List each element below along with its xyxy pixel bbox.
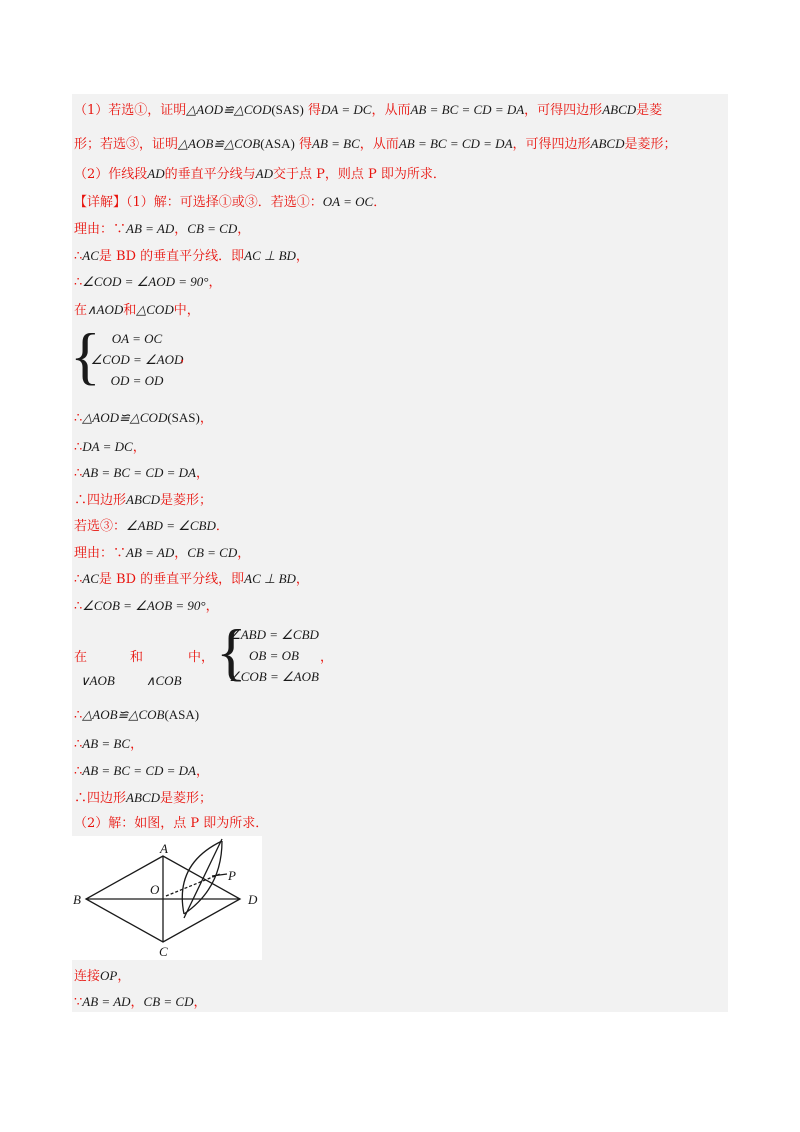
text: ． [215, 519, 229, 534]
text: 形；若选③，证明 [74, 137, 179, 152]
text: ，从而 [371, 103, 411, 118]
math: DA = DC [321, 102, 372, 117]
math: ABCD [602, 102, 637, 117]
text: 在 [74, 650, 88, 665]
label-o: O [150, 882, 160, 897]
text: ，可得四边形 [524, 103, 603, 118]
geometry-figure [72, 836, 262, 960]
text: ∴ [74, 708, 83, 723]
text: ， [205, 599, 219, 614]
math: ∧COB [146, 673, 182, 688]
math: AB = BC [312, 136, 360, 151]
system-1-tail [180, 350, 193, 366]
text: ∴ [74, 572, 83, 587]
text: ∴四边形 [74, 791, 127, 806]
text: ∴四边形 [74, 493, 127, 508]
solution-line-25 [74, 968, 130, 985]
text: 理由：∵ [74, 222, 127, 237]
math: CB = CD [143, 994, 194, 1009]
text: ，从而 [359, 137, 399, 152]
left-brace: { [70, 320, 101, 391]
math: DA = DC [82, 439, 133, 454]
solution-line-14 [74, 518, 229, 535]
text: ， [130, 995, 144, 1010]
math: AC ⊥ BD [244, 571, 296, 586]
solution-line-18m2 [146, 673, 182, 690]
math: AB = BC = CD = DA [410, 102, 525, 117]
text: 在 [74, 303, 88, 318]
math: OA = OC [322, 194, 374, 209]
text: 是 BD 的垂直平分线，即 [98, 572, 245, 587]
text: ， [208, 275, 222, 290]
text: ， [130, 737, 144, 752]
text: 若选③： [74, 519, 127, 534]
math: ABCD [126, 492, 160, 507]
solution-line-18a [74, 650, 87, 666]
solution-line-3 [74, 166, 446, 183]
text: （2）解：如图，点 P 即为所求． [74, 816, 269, 831]
solution-line-13 [74, 492, 212, 509]
solution-line-7 [74, 274, 222, 291]
equation: OD = OD [110, 373, 164, 388]
math: (SAS) [167, 410, 200, 425]
equation: ∠COB = ∠AOB [229, 669, 319, 684]
text: ， [320, 650, 334, 665]
text: 是菱形； [624, 137, 677, 152]
solution-line-12 [74, 465, 209, 482]
text: ， [199, 411, 213, 426]
text: 【详解】（1）解：可选择①或③．若选①： [74, 195, 323, 210]
math: (SAS) [271, 102, 304, 117]
math: △COD [136, 302, 174, 317]
math: (ASA) [164, 707, 200, 722]
solution-line-1 [74, 102, 662, 119]
solution-line-20 [74, 707, 199, 724]
system-2-tail [320, 650, 333, 666]
text: 连接 [74, 969, 101, 984]
text: ∴ [74, 411, 83, 426]
math: ∧AOD [87, 302, 124, 317]
math: AB = AD [126, 221, 175, 236]
text: ∴ [74, 275, 83, 290]
equation-system-2 [226, 624, 322, 687]
math: ∠ABD = ∠CBD [126, 518, 216, 533]
solution-line-18b [130, 650, 143, 666]
math: ∠COD = ∠AOD = 90° [82, 274, 209, 289]
solution-line-17 [74, 598, 219, 615]
label-d: D [248, 892, 258, 907]
text: 得 [299, 137, 313, 152]
text: ， [132, 440, 146, 455]
solution-line-26 [74, 994, 207, 1011]
math: △AOD≌△COD [186, 102, 272, 117]
text: ∵ [74, 995, 83, 1010]
math: AB = AD [82, 994, 131, 1009]
text: ，可得四边形 [512, 137, 591, 152]
rhombus-diagram [72, 836, 262, 960]
solution-line-21 [74, 736, 143, 753]
equation: ∠ABD = ∠CBD [229, 627, 319, 642]
math: AD [255, 166, 273, 181]
math: ∠COB = ∠AOB = 90° [82, 598, 206, 613]
text: ， [193, 995, 207, 1010]
solution-line-2 [74, 136, 677, 153]
math: ABCD [590, 136, 625, 151]
solution-line-18c [188, 650, 214, 666]
text: ， [195, 466, 209, 481]
math: AC [82, 248, 99, 263]
math: AD [147, 166, 165, 181]
math: ∨AOB [80, 673, 115, 688]
equation-system-1 [82, 328, 192, 391]
text: ， [295, 249, 309, 264]
math: ABCD [126, 790, 160, 805]
math: △AOD≌△COD [82, 410, 168, 425]
math: AB = BC [82, 736, 131, 751]
math: AB = AD [126, 545, 175, 560]
text: ， [174, 222, 188, 237]
text: ， [237, 222, 251, 237]
text: 中， [188, 650, 215, 665]
text: 是菱形； [159, 493, 212, 508]
text: 的垂直平分线与 [164, 167, 256, 182]
solution-line-6 [74, 248, 309, 265]
text: 和 [130, 650, 144, 665]
text: ∴ [74, 599, 83, 614]
text: ∴ [74, 466, 83, 481]
math: AB = BC = CD = DA [82, 465, 196, 480]
text: ， [295, 572, 309, 587]
math: CB = CD [187, 545, 238, 560]
perpendicular-bisector [184, 839, 222, 918]
solution-line-5 [74, 221, 250, 238]
solution-line-18m1 [80, 673, 115, 690]
text: 得 [308, 103, 322, 118]
text: ∴ [74, 764, 83, 779]
left-brace: { [216, 616, 247, 687]
solution-line-10 [74, 410, 213, 427]
equation: OA = OC [111, 331, 163, 346]
text: 中， [173, 303, 200, 318]
text: 是菱形； [159, 791, 212, 806]
text: 是菱 [636, 103, 663, 118]
text: 理由：∵ [74, 546, 127, 561]
math: AB = BC = CD = DA [82, 763, 196, 778]
text: ∴ [74, 737, 83, 752]
label-c: C [159, 944, 168, 959]
math: CB = CD [187, 221, 238, 236]
equation: ∠COD = ∠AOD [90, 352, 184, 367]
math: AC [82, 571, 99, 586]
label-a: A [160, 841, 168, 856]
equation: OB = OB [249, 648, 299, 663]
solution-line-24 [74, 816, 268, 832]
solution-line-16 [74, 571, 309, 588]
text: ， [174, 546, 188, 561]
text: ∴ [74, 249, 83, 264]
solution-line-15 [74, 545, 250, 562]
text: ， [117, 969, 131, 984]
math: △AOB≌△COB [178, 136, 261, 151]
text: （2）作线段 [74, 167, 148, 182]
label-b: B [73, 892, 81, 907]
math: △AOB≌△COB [82, 707, 165, 722]
solution-line-4 [74, 194, 386, 211]
text: ， [180, 350, 194, 365]
solution-line-11 [74, 439, 146, 456]
math: (ASA) [260, 136, 295, 151]
solution-line-23 [74, 790, 212, 807]
text: ． [373, 195, 387, 210]
text: 和 [123, 303, 137, 318]
text: 交于点 P，则点 P 即为所求． [272, 167, 446, 182]
text: ， [195, 764, 209, 779]
solution-line-22 [74, 763, 209, 780]
text: ， [237, 546, 251, 561]
text: 是 BD 的垂直平分线．即 [98, 249, 245, 264]
text: （1）若选①，证明 [74, 103, 187, 118]
text: ∴ [74, 440, 83, 455]
math: AC ⊥ BD [244, 248, 296, 263]
solution-line-8 [74, 302, 200, 319]
math: OP [100, 968, 118, 983]
math: AB = BC = CD = DA [398, 136, 513, 151]
label-p: P [228, 868, 236, 883]
